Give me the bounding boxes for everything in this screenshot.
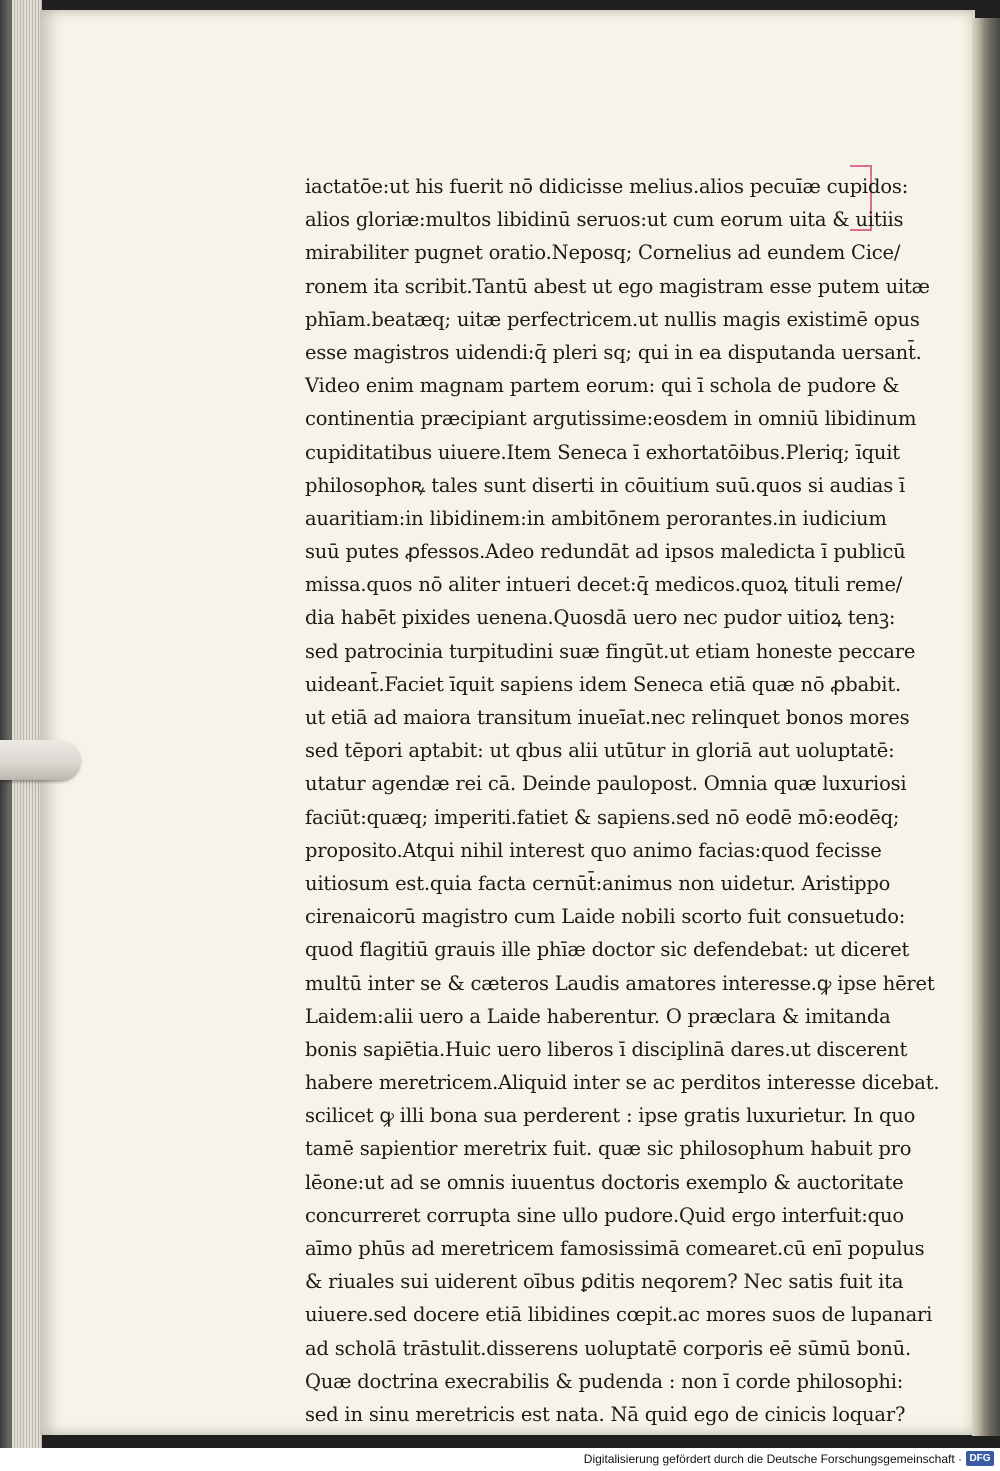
text-line: philosophoꝶ tales sunt diserti in cōuitium suū.quos si audias ī [305, 473, 906, 497]
text-line: faciūt:quæq; imperiti.fatiet & sapiens.sed nō eodē mō:eodēq; [305, 805, 900, 829]
text-line: sed in sinu meretricis est nata. Nā quid ego de cinicis loquar? [305, 1402, 906, 1426]
text-line: bonis sapiētia.Huic uero liberos ī disciplinā dares.ut discerent [305, 1037, 908, 1061]
text-line: suū putes ꝓfessos.Adeo redundāt ad ipsos maledicta ī publicū [305, 540, 906, 564]
dfg-logo: DFG [966, 1451, 994, 1466]
text-line: alios gloriæ:multos libidinū seruos:ut cum eorum uita & uitiis [305, 208, 904, 232]
book-page-edges-left [12, 0, 42, 1448]
text-line: mirabiliter pugnet oratio.Neposq; Cornelius ad eundem Cice/ [305, 241, 901, 265]
text-line: auaritiam:in libidinem:in ambitōnem perorantes.in iudicium [305, 506, 887, 530]
text-line: iactatōe:ut his fuerit nō didicisse melius.alios pecuīæ cupidos: [305, 175, 909, 198]
text-line: habere meretricem.Aliquid inter se ac perditos interesse dicebat. [305, 1071, 940, 1095]
text-line: & riuales sui uiderent oībus ꝑditis neqorem? Nec satis fuit ita [305, 1270, 904, 1294]
text-line: ronem ita scribit.Tantū abest ut ego magistram esse putem uitæ [305, 274, 930, 298]
page-holder-tab [0, 740, 80, 780]
text-line: ut etiā ad maiora transitum inueīat.nec relinquet bonos mores [305, 706, 910, 729]
text-line: aīmo phūs ad meretricem famosissimā comearet.cū enī populus [305, 1237, 925, 1260]
text-line: scilicet ꝙ illi bona sua perderent : ipse gratis luxurietur. In quo [305, 1104, 916, 1128]
footer-credit: Digitalisierung gefördert durch die Deutsche Forschungsgemeinschaft · [583, 1452, 962, 1466]
text-line: dia habēt pixides uenena.Quosdā uero nec pudor uitioꝝ tenꝫ: [305, 606, 896, 630]
text-line: cirenaicorū magistro cum Laide nobili scorto fuit consuetudo: [305, 905, 906, 929]
text-line: multū inter se & cæteros Laudis amatores interesse.ꝙ ipse hēret [305, 971, 935, 995]
text-line: continentia præcipiant argutissime:eosdem in omniū libidinum [305, 407, 917, 431]
text-line: cupiditatibus uiuere.Item Seneca ī exhortatōibus.Pleriq; īquit [305, 440, 900, 464]
text-line: Video enim magnam partem eorum: qui ī schola de pudore & [305, 374, 900, 398]
text-line: ad scholā trāstulit.disserens uoluptatē corporis eē sūmū bonū. [305, 1336, 912, 1360]
text-line: sed tēpori aptabit: ut qbus alii utūtur in gloriā aut uoluptatē: [305, 739, 895, 763]
text-line: quod flagitiū grauis ille phīæ doctor sic defendebat: ut diceret [305, 938, 910, 962]
printed-text-block [305, 170, 940, 1431]
text-line: lēone:ut ad se omnis iuuentus doctoris exemplo & auctoritate [305, 1170, 904, 1194]
footer-bar [0, 1448, 1000, 1471]
book-page-edges-right [972, 18, 1000, 1436]
text-line: Laidem:alii uero a Laide haberentur. O præclara & imitanda [305, 1004, 891, 1028]
text-line: uiuere.sed docere etiā libidines cœpit.ac mores suos de lupanari [305, 1303, 933, 1327]
text-line: concurreret corrupta sine ullo pudore.Quid ergo interfuit:quo [305, 1203, 904, 1227]
text-line: phīam.beatæq; uitæ perfectricem.ut nullis magis existimē opus [305, 307, 920, 331]
text-line: proposito.Atqui nihil interest quo animo facias:quod fecisse [305, 838, 882, 862]
text-line: missa.quos nō aliter intueri decet:q̄ medicos.quoꝝ tituli reme/ [305, 573, 903, 597]
text-line: esse magistros uidendi:q̄ pleri sq; qui in ea disputanda uersant̄. [305, 340, 922, 364]
text-line: sed patrocinia turpitudini suæ fingūt.ut etiam honeste peccare [305, 639, 916, 663]
text-line: utatur agendæ rei cā. Deinde paulopost. Omnia quæ luxuriosi [305, 772, 907, 796]
text-line: tamē sapientior meretrix fuit. quæ sic philosophum habuit pro [305, 1137, 912, 1161]
text-line: Quæ doctrina execrabilis & pudenda : non ī corde philosophi: [305, 1369, 904, 1393]
text-line: uideant̄.Faciet īquit sapiens idem Seneca etiā quæ nō ꝓbabit. [305, 672, 901, 696]
text-line: uitiosum est.quia facta cernūt̄:animus non uidetur. Aristippo [305, 871, 891, 895]
